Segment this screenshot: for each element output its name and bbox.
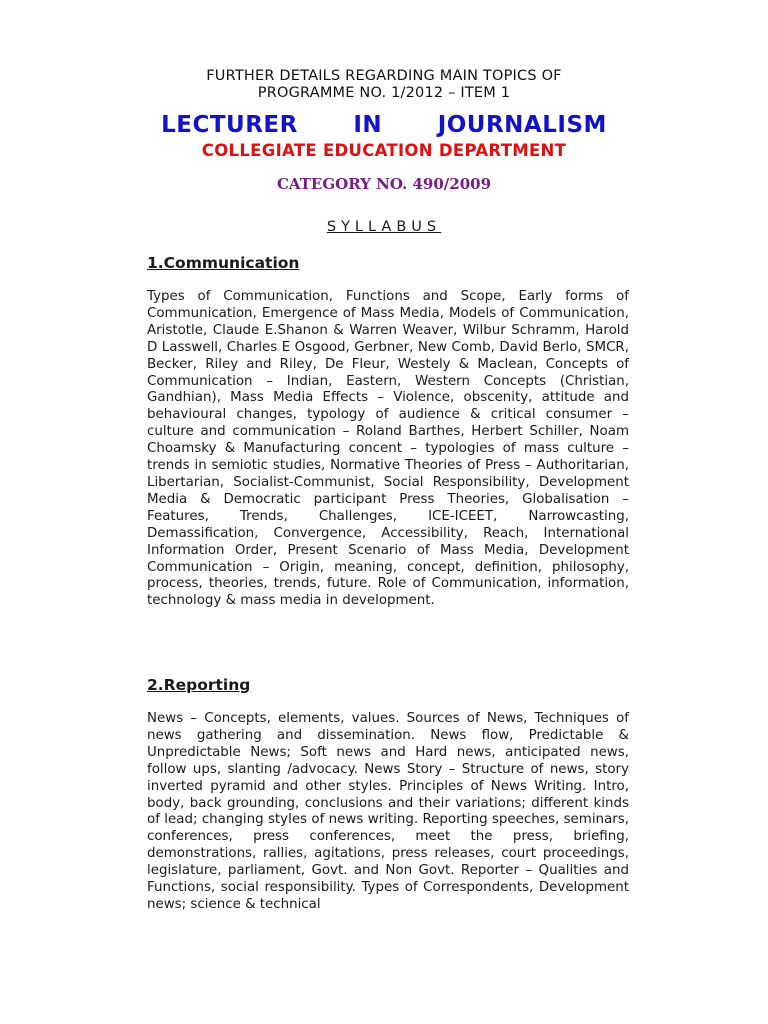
section-heading-reporting: 2.Reporting bbox=[147, 676, 251, 694]
section-body-communication: Types of Communication, Functions and Scope, Early forms of Communication, Emergence of Mass Media, Models of Communication, Aristotle, Claude E.Shanon & Warren Weaver, Wilbur Schramm, Harold D Lasswell, Charles E Osgood, Gerbner, New Comb, David Berlo, SMCR, Becker, Riley and Riley, De Fleur, Westely & Maclean, Concepts of Communication – Indian, Eastern, Western Concepts (Christian, Gandhian), Mass Media Effects – Violence, obscenity, attitude and behavioural changes, typology of audience & critical consumer – culture and communication – Roland Barthes, Herbert Schiller, Noam Choamsky & Manufacturing concent – typologies of mass culture – trends in semiotic studies, Normative Theories of Press – Authoritarian, Libertarian, Socialist-Communist, Social Responsibility, Development Media & Democratic participant Press Theories, Globalisation – Features, Trends, Challenges, ICE-ICEET, Narrowcasting, Demassification, Convergence, Accessibility, Reach, International Information Order, Present Scenario of Mass Media, Development Communication – Origin, meaning, concept, definition, philosophy, process, theories, trends, future. Role of Communication, information, technology & mass media in development. bbox=[147, 289, 629, 609]
syllabus-heading: SYLLABUS bbox=[326, 219, 442, 235]
document-header bbox=[0, 68, 768, 102]
department-subtitle: COLLEGIATE EDUCATION DEPARTMENT bbox=[201, 141, 567, 160]
section-body-reporting: News – Concepts, elements, values. Sources of News, Techniques of news gathering and dissemination. News flow, Predictable & Unpredictable News; Soft news and Hard news, anticipated news, follow ups, slanting /advocacy. News Story – Structure of news, story inverted pyramid and other styles. Principles of News Writing. Intro, body, back grounding, conclusions and their variations; different kinds of lead; changing styles of news writing. Reporting speeches, seminars, conferences, press conferences, meet the press, briefing, demonstrations, rallies, agitations, press releases, court proceedings, legislature, parliament, Govt. and Non Govt. Reporter – Qualities and Functions, social responsibility. Types of Correspondents, Development news; science & technical bbox=[147, 711, 629, 912]
section-heading-communication: 1.Communication bbox=[147, 254, 300, 272]
header-line-2: PROGRAMME NO. 1/2012 – ITEM 1 bbox=[257, 85, 511, 101]
header-line-1: FURTHER DETAILS REGARDING MAIN TOPICS OF bbox=[206, 68, 562, 84]
page-title: LECTURER IN JOURNALISM bbox=[161, 112, 607, 138]
category-number: CATEGORY NO. 490/2009 bbox=[276, 175, 492, 193]
